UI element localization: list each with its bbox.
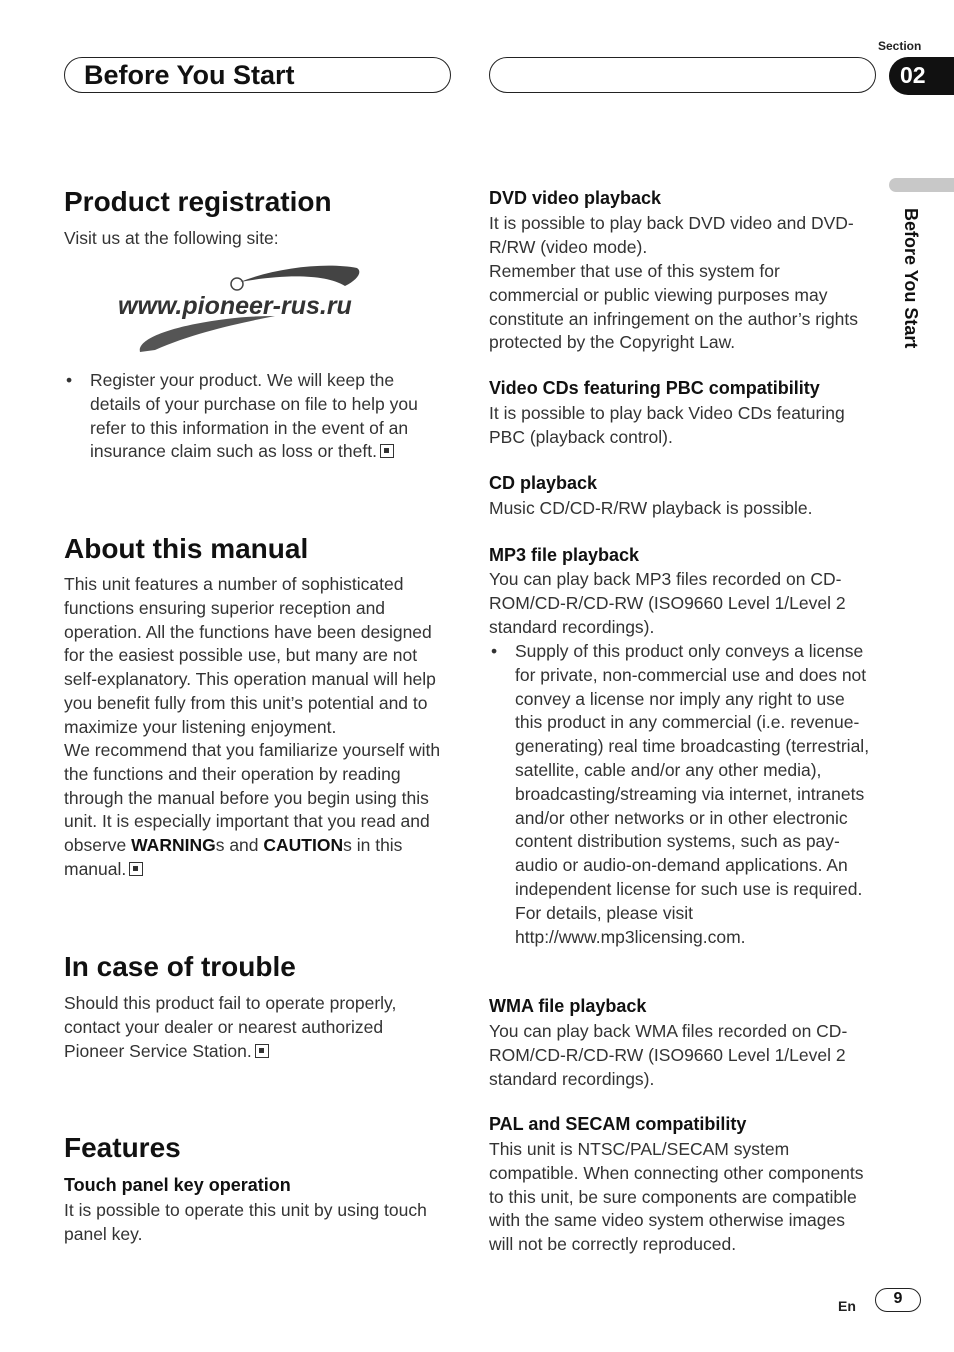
touch-panel-heading: Touch panel key operation	[64, 1175, 291, 1195]
dvd-heading: DVD video playback	[489, 188, 662, 208]
trouble-heading: In case of trouble	[64, 951, 296, 982]
bullet-dot: •	[66, 370, 73, 390]
trouble-body: Should this product fail to operate properly, contact your dealer or nearest authorized Pioneer Service Station.	[64, 993, 397, 1061]
register-product-bullet: Register your product. We will keep the details of your purchase on file to help you refer to this information in the event of an insurance claim such as loss or theft.	[90, 370, 418, 462]
vcd-body: It is possible to play back Video CDs featuring PBC (playback control).	[489, 403, 845, 447]
about-manual-heading: About this manual	[64, 533, 309, 564]
header-blank-frame	[489, 57, 876, 93]
end-mark-icon	[255, 1044, 269, 1058]
side-tab-marker	[889, 178, 954, 192]
vcd-heading: Video CDs featuring PBC compatibility	[489, 378, 820, 398]
end-mark-icon	[380, 444, 394, 458]
mp3-heading: MP3 file playback	[489, 545, 640, 565]
wma-heading: WMA file playback	[489, 996, 647, 1016]
mp3-license-bullet: Supply of this product only conveys a license for private, non-commercial use and does not convey a license nor imply any right to use this product in any commercial (i.e. revenue-generating) real time broadcasting (terrestrial, satellite, cable and/or any other media), broadcasting/streaming via internet, intranets and/or other networks or in other electronic content distribution systems, such as pay-audio or audio-on-demand applications. An independent license for such use is required. For details, please visit http://www.mp3licensing.com.	[515, 641, 870, 947]
pal-body: This unit is NTSC/PAL/SECAM system compatible. When connecting other components to this unit, be sure components are compatible with the same video system otherwise images will not be correctly reproduced.	[489, 1139, 864, 1255]
section-label: Section	[878, 39, 922, 53]
about-manual-body-1: This unit features a number of sophisticated functions ensuring superior reception and operation. All the functions have been designed for the easiest possible use, but many are not self-explanatory. This operation manual will help you benefit fully from this unit’s potential and to maximize your listening enjoyment.	[64, 574, 436, 737]
side-tab-label: Before You Start	[901, 208, 921, 349]
about-manual-body-2: We recommend that you familiarize yourself with the functions and their operation by reading through the manual before you begin using this unit. It is especially important that you read and observe WARNINGs and CAUTIONs in this manual.	[64, 740, 441, 879]
cd-body: Music CD/CD-R/RW playback is possible.	[489, 498, 813, 518]
header-title: Before You Start	[84, 60, 295, 90]
dvd-body-2: Remember that use of this system for commercial or public viewing purposes may constitute an infringement on the author’s rights protected by the Copyright Law.	[489, 261, 859, 353]
product-registration-intro: Visit us at the following site:	[64, 228, 279, 248]
wma-body: You can play back WMA files recorded on CD-ROM/CD-R/CD-RW (ISO9660 Level 1/Level 2 standard recordings).	[489, 1021, 848, 1089]
product-registration-heading: Product registration	[64, 186, 332, 217]
features-heading: Features	[64, 1132, 181, 1163]
pal-heading: PAL and SECAM compatibility	[489, 1114, 747, 1134]
section-number: 02	[889, 57, 954, 95]
touch-panel-body: It is possible to operate this unit by using touch panel key.	[64, 1200, 427, 1244]
bullet-dot: •	[491, 641, 498, 661]
end-mark-icon	[129, 862, 143, 876]
dvd-body-1: It is possible to play back DVD video and DVD-R/RW (video mode).	[489, 213, 854, 257]
page-number: 9	[875, 1288, 921, 1312]
pioneer-url-logo: www.pioneer-rus.ru	[118, 292, 352, 320]
page-language: En	[838, 1298, 856, 1314]
mp3-body: You can play back MP3 files recorded on CD-ROM/CD-R/CD-RW (ISO9660 Level 1/Level 2 standard recordings).	[489, 569, 846, 637]
cd-heading: CD playback	[489, 473, 598, 493]
